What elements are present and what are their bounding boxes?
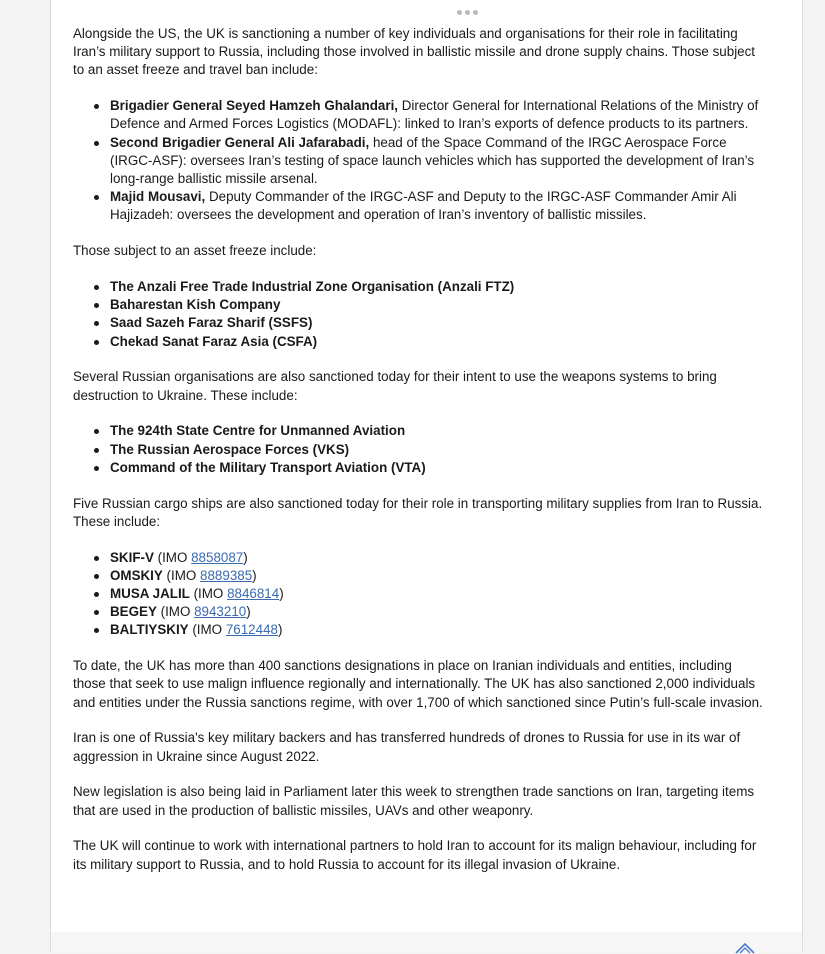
drag-handle-icon[interactable]	[454, 9, 480, 15]
intro-paragraph: Alongside the US, the UK is sanctioning a number of key individuals and organisations for their role in facilitating Iran’s military support to Russia, including those involved in ballistic missile and drone supply chains. Those subject to an asset freeze and travel ban include:	[73, 26, 756, 78]
imo-link[interactable]: 8943210	[194, 604, 247, 620]
page-footer	[51, 932, 802, 953]
ship-imo-suffix: )	[246, 604, 251, 620]
individual-desc: head of the Space Command of the IRGC Aerospace Force (IRGC-ASF): oversees Iran’s testing of space launch vehicles which has supported the development of Iran’s long-range ballistic missile arsenal.	[110, 134, 755, 187]
paragraph-legislation: New legislation is also being laid in Parliament later this week to strengthen trade sanctions on Iran, targeting items that are used in the production of ballistic missiles, UAVs and other weaponry.	[73, 784, 755, 818]
ship-imo-suffix: )	[277, 622, 283, 638]
ship-imo-prefix: (IMO	[153, 549, 192, 565]
ship-imo-suffix: )	[243, 549, 248, 565]
ships-list	[73, 549, 763, 640]
list-item	[110, 585, 763, 603]
ship-imo-suffix: )	[279, 586, 284, 602]
individual-name: Majid Mousavi,	[110, 189, 206, 205]
list-item: Command of the Military Transport Aviation (VTA)	[110, 459, 763, 477]
individuals-list	[73, 97, 763, 224]
list-item	[110, 134, 763, 189]
list-item: Chekad Sanat Faraz Asia (CSFA)	[110, 333, 763, 351]
ship-name: BALTIYSKIY	[110, 622, 189, 638]
individual-desc: Deputy Commander of the IRGC-ASF and Deputy to the IRGC-ASF Commander Amir Ali Hajizadeh: oversees the development and operation of Iran’s inventory of ballistic missiles.	[110, 189, 737, 223]
list-item: The Russian Aerospace Forces (VKS)	[110, 441, 763, 459]
individual-name: Brigadier General Seyed Hamzeh Ghalandari,	[110, 98, 399, 114]
imo-link[interactable]: 8846814	[227, 586, 280, 602]
ship-imo-suffix: )	[252, 567, 257, 583]
asset-freeze-intro: Those subject to an asset freeze include:	[73, 243, 317, 259]
paragraph-sanctions-total: To date, the UK has more than 400 sanctions designations in place on Iranian individuals and entities, including those that seek to use malign influence regionally and internationally. The UK has also sanctioned 2,000 individuals and entities under the Russia sanctions regime, with over 1,700 of which sanctioned since Putin’s full-scale invasion.	[73, 658, 763, 710]
imo-link[interactable]: 8889385	[200, 567, 253, 583]
list-item	[110, 567, 763, 585]
ship-imo-prefix: (IMO	[162, 567, 201, 583]
paragraph-conclusion: The UK will continue to work with international partners to hold Iran to account for its malign behaviour, including for its military support to Russia, and to hold Russia to account for its illegal invasion of Ukraine.	[73, 838, 757, 872]
imo-link[interactable]: 8858087	[191, 549, 244, 565]
ship-imo-prefix: (IMO	[156, 604, 195, 620]
right-border	[802, 0, 803, 953]
ship-imo-prefix: (IMO	[188, 622, 226, 638]
paragraph-iran-backers: Iran is one of Russia's key military backers and has transferred hundreds of drones to Russia for use in its war of aggression in Ukraine since August 2022.	[73, 730, 741, 764]
list-item: The Anzali Free Trade Industrial Zone Organisation (Anzali FTZ)	[110, 278, 763, 296]
list-item	[110, 603, 763, 621]
individual-desc: Director General for International Relations of the Ministry of Defence and Armed Forces Logistics (MODAFL): linked to Iran’s exports of defence products to its partners.	[110, 98, 759, 132]
individual-name: Second Brigadier General Ali Jafarabadi,	[110, 134, 370, 150]
list-item	[110, 621, 763, 639]
ship-name: MUSA JALIL	[110, 586, 190, 602]
ships-intro: Five Russian cargo ships are also sanctioned today for their role in transporting military supplies from Iran to Russia. These include:	[73, 495, 763, 529]
russian-orgs-list	[73, 422, 763, 477]
imo-link[interactable]: 7612448	[225, 622, 278, 638]
ship-imo-prefix: (IMO	[189, 586, 228, 602]
list-item: The 924th State Centre for Unmanned Aviation	[110, 422, 763, 440]
organisations-list	[73, 278, 763, 351]
list-item	[110, 549, 763, 567]
ship-name: OMSKIY	[110, 567, 163, 583]
list-item	[110, 188, 763, 224]
list-item	[110, 97, 763, 133]
ship-name: SKIF-V	[110, 549, 154, 565]
list-item: Baharestan Kish Company	[110, 296, 763, 314]
ship-name: BEGEY	[110, 604, 157, 620]
list-item: Saad Sazeh Faraz Sharif (SSFS)	[110, 314, 763, 332]
share-icon[interactable]	[734, 940, 756, 954]
article-body	[73, 25, 763, 891]
russian-orgs-intro: Several Russian organisations are also sanctioned today for their intent to use the weapons systems to bring destruction to Ukraine. These include:	[73, 369, 717, 403]
